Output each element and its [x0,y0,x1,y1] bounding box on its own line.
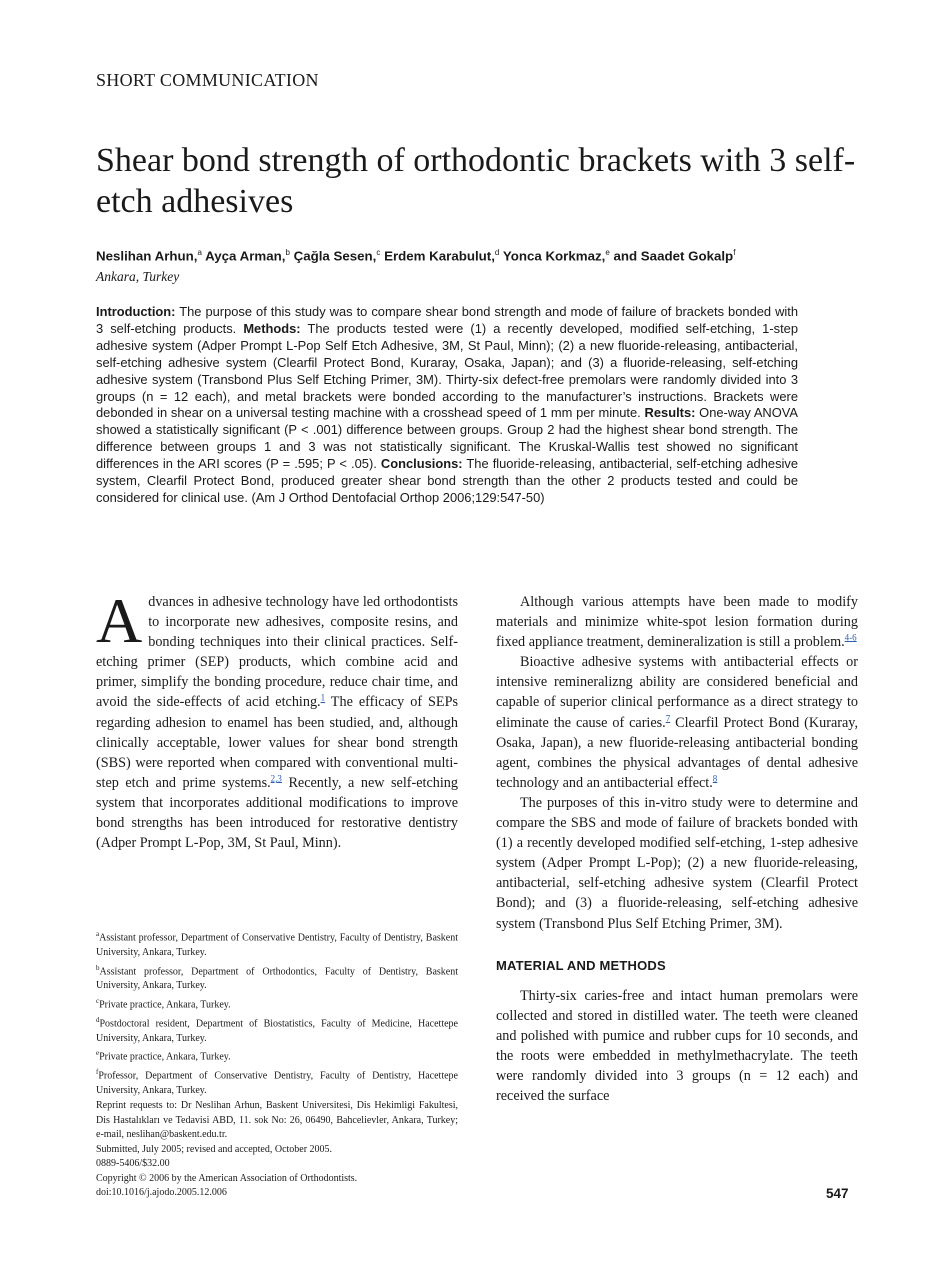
footnote-text: Assistant professor, Department of Orthodontics, Faculty of Dentistry, Baskent University, Ankara, Turkey. [96,965,458,992]
reference-link-2-3[interactable]: 2,3 [270,773,282,784]
submission-dates: Submitted, July 2005; revised and accepted, October 2005. [96,1143,333,1155]
footnote-item [96,994,458,1013]
issn-price: 0889-5406/$32.00 [96,1158,170,1170]
abstract-label-methods: Methods: [243,320,301,336]
footnote-mark: e [96,1049,100,1058]
reference-link-4-6[interactable]: 4-6 [844,632,857,643]
footnote-item [96,927,458,961]
author-mark: c [376,248,381,257]
author-name: Çağla Sesen, [293,248,377,264]
footnote-text: Private practice, Ankara, Turkey. [99,999,231,1011]
section-label: SHORT COMMUNICATION [96,70,319,90]
footnote-mark: b [96,963,100,972]
footnote-text: Postdoctoral resident, Department of Biostatistics, Faculty of Medicine, Hacettepe University, Ankara, Turkey. [96,1018,458,1044]
body-text: Clearfil Protect Bond (Kuraray, Osaka, Japan), a new fluoride-releasing antibacterial bonding agent, combines the physical advantages of dental adhesive technology and an antibacterial effect. [496,714,858,791]
footnote-text: Professor, Department of Conservative Dentistry, Faculty of Dentistry, Hacettepe University, Ankara, Turkey. [96,1070,458,1097]
article-title: Shear bond strength of orthodontic brackets with 3 self-etch adhesives [96,142,856,220]
reference-link-8[interactable]: 8 [712,773,718,784]
body-paragraph [496,592,858,652]
body-paragraph [496,652,858,793]
abstract-label-introduction: Introduction: [96,304,176,319]
abstract-text-results: One-way ANOVA showed a statistically significant (P < .001) difference between groups. Group 2 had the highest shear bond strength. The difference between groups 1 and 3 was not statistically significant. The Kruskal-Wallis test showed no significant differences in the ARI scores (P = .595; P < .05). [96,405,798,472]
footnote-item [96,1013,458,1047]
drop-cap: A [96,585,143,656]
body-text: Bioactive adhesive systems with antibacterial effects or intensive remineralizng ability are considered beneficial and capable of superior clinical performance as a direct strategy to eliminate the cause of caries. [496,654,858,731]
body-text: Although various attempts have been made to modify materials and minimize white-spot lesion formation during fixed appliance treatment, demineralization is still a problem. [496,594,858,651]
doi: doi:10.1016/j.ajodo.2005.12.006 [96,1187,227,1199]
footnote-item [96,1065,458,1099]
author-location: Ankara, Turkey [96,269,180,284]
page-number: 547 [826,1186,849,1201]
intro-text-2: The efficacy of SEPs regarding adhesion to enamel has been studied, and, although clinically acceptable, lower values for shear bond strength (SBS) were reported when compared with conventional multi-step etch and prime systems. [96,694,458,791]
footnotes [96,927,458,1201]
abstract-label-results: Results: [644,405,696,421]
author-name: Erdem Karabulut, [384,248,495,264]
reprint-requests: Reprint requests to: Dr Neslihan Arhun, Baskent Universitesi, Dis Hekimligi Fakultesi, Dis Hastalıkları ve Tedavisi ABD, 11. sok No: 26, 06490, Bahcelievler, Ankara, Turkey; e-mail, neslihan@baskent.edu.tr. [96,1099,458,1141]
footnote-text: Private practice, Ankara, Turkey. [99,1051,231,1063]
author-mark: e [605,248,610,257]
reference-link-1[interactable]: 1 [320,692,326,703]
intro-text-3: Recently, a new self-etching system that incorporates additional modifications to improve bond strengths has been introduced for restorative dentistry (Adper Prompt L-Pop, 3M, St Paul, Minn). [96,774,458,852]
abstract-label-conclusions: Conclusions: [380,456,463,472]
reference-link-7[interactable]: 7 [665,712,671,723]
footnote-mark: d [96,1015,100,1024]
copyright: Copyright © 2006 by the American Association of Orthodontists. [96,1172,358,1184]
author-mark: b [285,248,290,257]
author-name: and Saadet Gokalp [613,248,734,264]
author-mark: a [197,248,202,257]
footnote-item [96,1046,458,1065]
body-paragraph: The purposes of this in-vitro study were to determine and compare the SBS and mode of failure of brackets bonded with (1) a recently developed modified self-etching, 1-step adhesive system (Adper Prompt L-Pop); (2) a new fluoride-releasing, antibacterial, self-etching adhesive system (Clearfil Protect Bond); and (3) a fluoride-releasing, self-etching adhesive system (Transbond Plus Self Etching Primer, 3M). [496,794,858,932]
abstract [96,304,798,507]
footnote-item [96,961,458,995]
footnote-mark: c [96,997,100,1006]
author-name: Neslihan Arhun, [96,248,198,264]
footnote-text: Assistant professor, Department of Conservative Dentistry, Faculty of Dentistry, Baskent University, Ankara, Turkey. [96,932,458,958]
abstract-text-methods: The products tested were (1) a recently developed, modified self-etching, 1-step adhesive system (Adper Prompt L-Pop Self Etch Adhesive, 3M, St Paul, Minn); (2) a new fluoride-releasing, antibacterial, self-etching adhesive system (Clearfil Protect Bond, Kuraray, Osaka, Japan); and (3) a fluoride-releasing, self-etching adhesive system (Transbond Plus Self Etching Primer, 3M). Thirty-six defect-free premolars were randomly divided into 3 groups (n = 12 each), and metal brackets were bonded according to the manufacturer’s instructions. Brackets were debonded in shear on a universal testing machine with a crosshead speed of 1 mm per minute. [96,320,798,421]
body-paragraph: Thirty-six caries-free and intact human premolars were collected and stored in distilled water. The teeth were cleaned and polished with pumice and rubber cups for 10 seconds, and the roots were embedded in methylmethacrylate. The teeth were randomly divided into 3 groups (n = 12 each) and received the surface [496,987,858,1105]
left-column [96,585,458,853]
footnote-mark: f [96,1068,99,1077]
section-heading: MATERIAL AND METHODS [496,957,666,973]
author-list [96,248,876,263]
intro-text-1: dvances in adhesive technology have led orthodontists to incorporate new adhesives, composite resins, and bonding techniques into their clinical practices. Self-etching primer (SEP) products, which combine acid and primer, simplify the bonding procedure, reduce chair time, and avoid the side-effects of acid etching. [96,594,458,711]
author-mark: d [494,248,500,257]
abstract-text-introduction: The purpose of this study was to compare shear bond strength and mode of failure of brackets bonded with 3 self-etching products. [96,304,798,336]
intro-paragraph [96,585,458,853]
right-column [496,592,858,1106]
author-name: Yonca Korkmaz, [502,248,606,264]
abstract-text-conclusions: The fluoride-releasing, antibacterial, self-etching adhesive system, Clearfil Protect Bond, produced greater shear bond strength than the other 2 products tested and could be considered for clinical use. (Am J Orthod Dentofacial Orthop 2006;129:547-50) [96,456,798,505]
author-name: Ayça Arman, [205,248,286,264]
author-mark: f [733,248,736,257]
footnote-mark: a [96,930,100,938]
